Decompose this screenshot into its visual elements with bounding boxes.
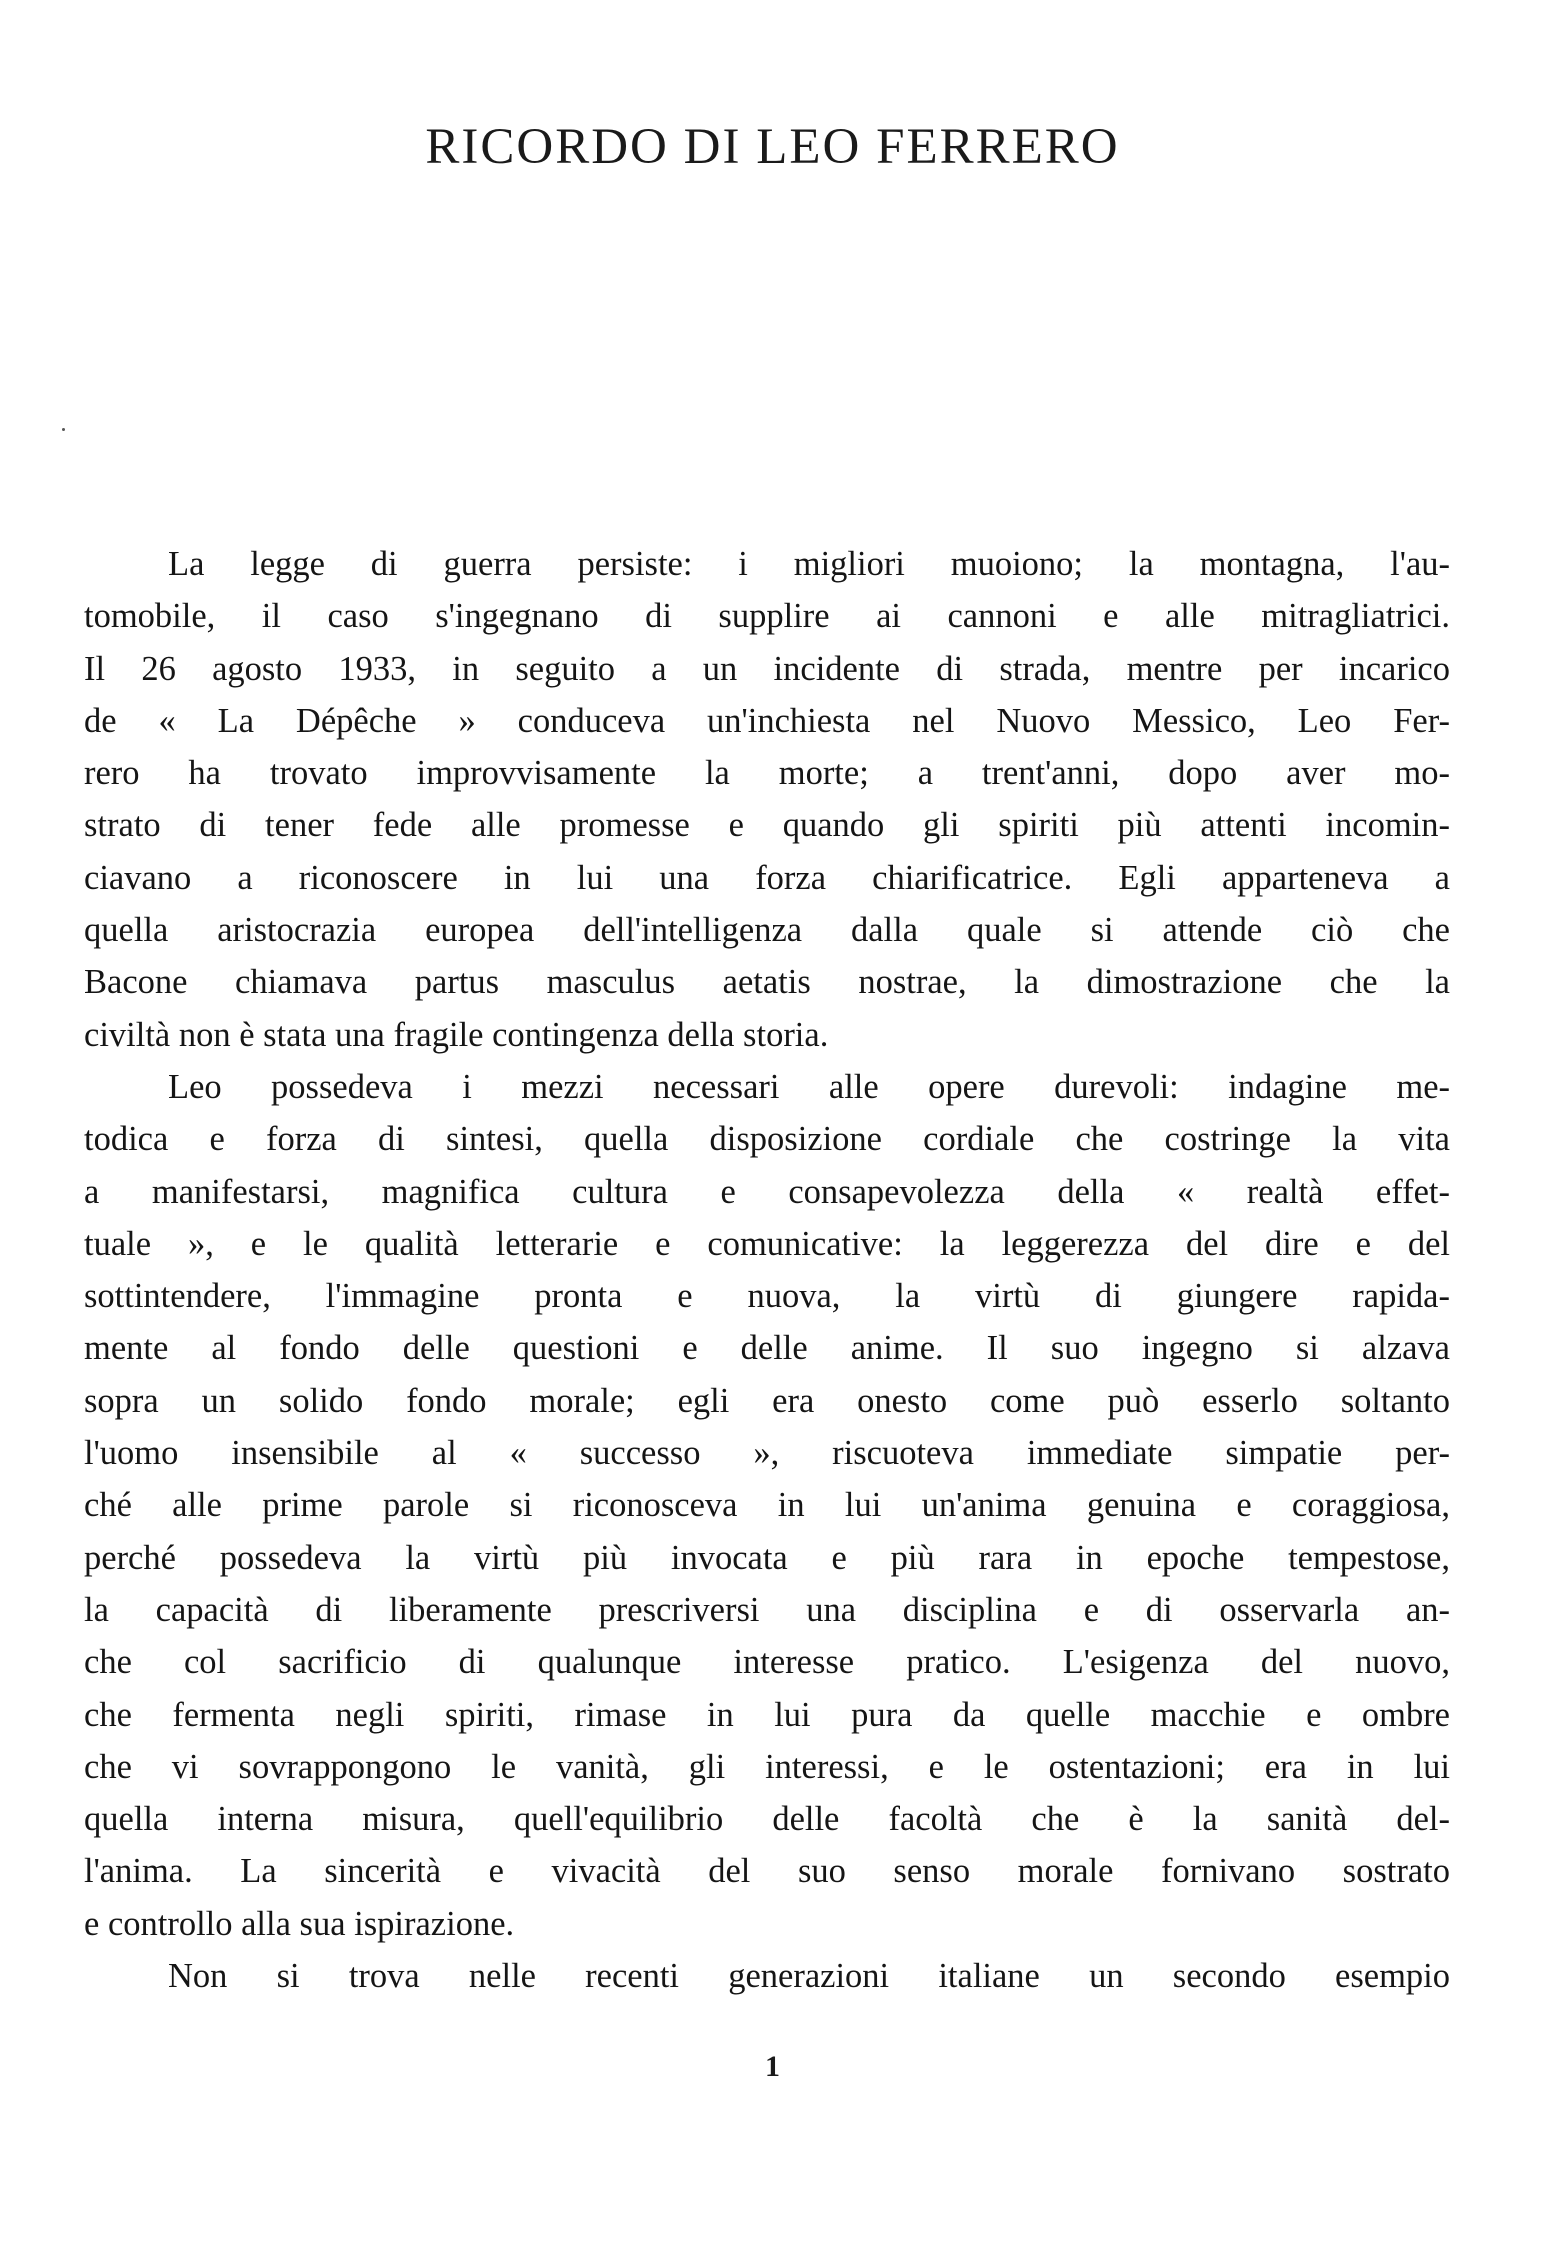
text-line: a manifestarsi, magnifica cultura e consapevolezza della « realtà effet-: [84, 1172, 1450, 1211]
text-line: ché alle prime parole si riconosceva in lui un'anima genuina e coraggiosa,: [84, 1486, 1450, 1525]
text-line: la capacità di liberamente prescriversi una disciplina e di osservarla an-: [84, 1590, 1450, 1629]
body-text: [84, 538, 1450, 2002]
paragraph-1: [84, 538, 1450, 1061]
paragraph-3: [84, 1950, 1450, 2002]
text-line: l'uomo insensibile al « successo », riscuoteva immediate simpatie per-: [84, 1434, 1450, 1473]
text-line: Leo possedeva i mezzi necessari alle opere durevoli: indagine me-: [168, 1067, 1450, 1106]
text-line: strato di tener fede alle promesse e quando gli spiriti più attenti incomin-: [84, 806, 1450, 845]
text-line: Non si trova nelle recenti generazioni italiane un secondo esempio: [168, 1957, 1450, 1996]
text-line: sopra un solido fondo morale; egli era onesto come può esserlo soltanto: [84, 1381, 1450, 1420]
text-line: che col sacrificio di qualunque interesse pratico. L'esigenza del nuovo,: [84, 1643, 1450, 1682]
text-line: Il 26 agosto 1933, in seguito a un incidente di strada, mentre per incarico: [84, 649, 1450, 688]
text-line: rero ha trovato improvvisamente la morte; a trent'anni, dopo aver mo-: [84, 754, 1450, 793]
text-line: La legge di guerra persiste: i migliori muoiono; la montagna, l'au-: [168, 545, 1450, 583]
text-line: l'anima. La sincerità e vivacità del suo senso morale fornivano sostrato: [84, 1852, 1450, 1891]
text-line: Bacone chiamava partus masculus aetatis nostrae, la dimostrazione che la: [84, 963, 1450, 1002]
paragraph-2: [84, 1061, 1450, 1950]
text-line: mente al fondo delle questioni e delle anime. Il suo ingegno si alzava: [84, 1329, 1450, 1368]
page-speck: [62, 428, 65, 431]
text-line: perché possedeva la virtù più invocata e più rara in epoche tempestose,: [84, 1538, 1450, 1577]
text-line: de « La Dépêche » conduceva un'inchiesta nel Nuovo Messico, Leo Fer-: [84, 701, 1450, 740]
text-line: quella aristocrazia europea dell'intelligenza dalla quale si attende ciò che: [84, 911, 1450, 950]
text-line: sottintendere, l'immagine pronta e nuova, la virtù di giungere rapida-: [84, 1277, 1450, 1316]
page-number: 1: [765, 2050, 780, 2083]
text-line: todica e forza di sintesi, quella disposizione cordiale che costringe la vita: [84, 1120, 1450, 1159]
text-line: che fermenta negli spiriti, rimase in lui pura da quelle macchie e ombre: [84, 1695, 1450, 1734]
text-line: e controllo alla sua ispirazione.: [84, 1904, 515, 1943]
text-line: tomobile, il caso s'ingegnano di supplire ai cannoni e alle mitragliatrici.: [84, 597, 1450, 636]
text-line: che vi sovrappongono le vanità, gli interessi, e le ostentazioni; era in lui: [84, 1747, 1450, 1786]
text-line: civiltà non è stata una fragile contingenza della storia.: [84, 1015, 829, 1054]
text-line: ciavano a riconoscere in lui una forza chiarificatrice. Egli apparteneva a: [84, 858, 1450, 897]
page-title: RICORDO DI LEO FERRERO: [425, 119, 1120, 175]
text-line: quella interna misura, quell'equilibrio delle facoltà che è la sanità del-: [84, 1800, 1450, 1839]
text-line: tuale », e le qualità letterarie e comunicative: la leggerezza del dire e del: [84, 1224, 1450, 1263]
